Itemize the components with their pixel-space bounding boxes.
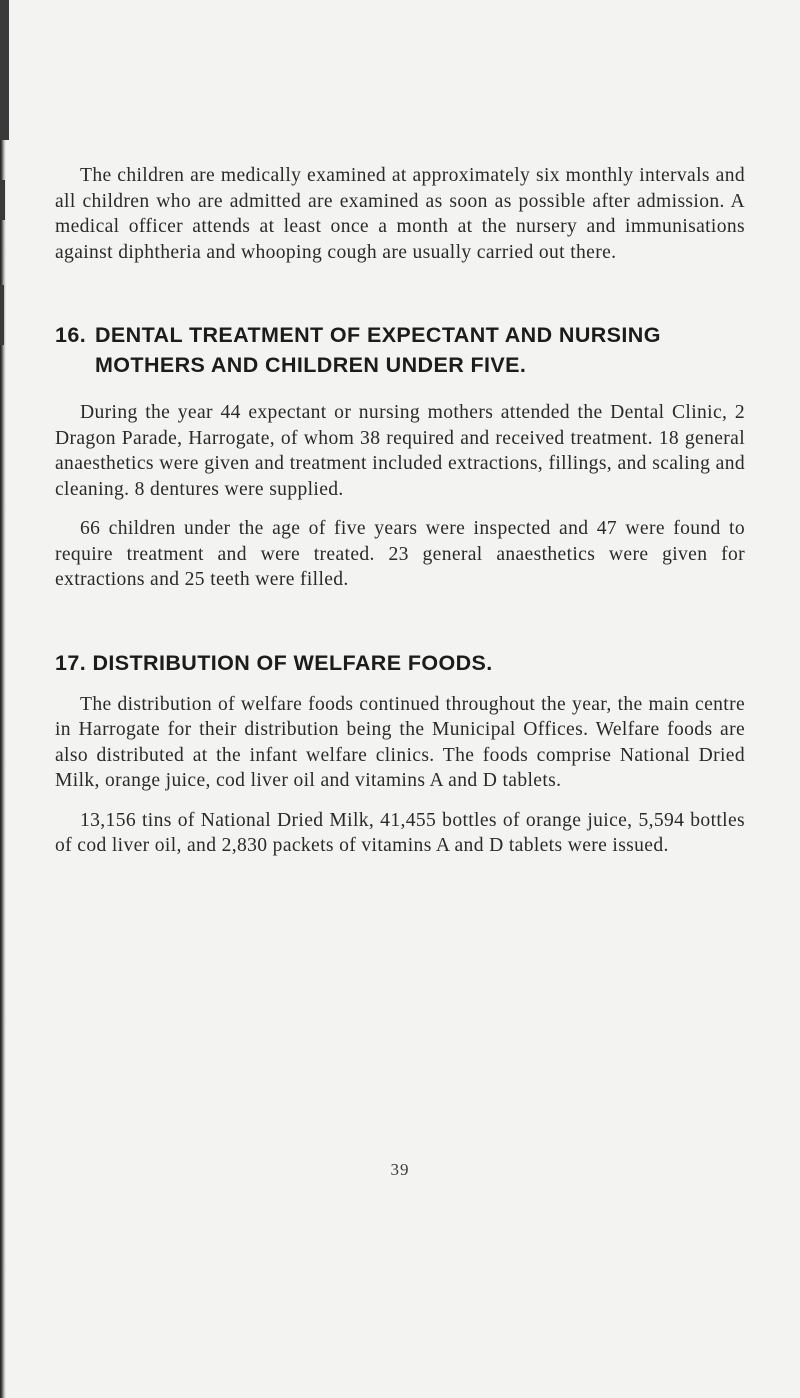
section-16-heading	[55, 320, 745, 380]
section-16-paragraph: During the year 44 expectant or nursing mothers attended the Dental Clinic, 2 Dragon Parade, Harrogate, of whom 38 required and received treatment. 18 general anaesthetics were given and treatment included extractions, fillings, and scaling and cleaning. 8 dentures were supplied.	[55, 402, 745, 500]
binding-mark	[0, 0, 9, 140]
section-17-paragraph: The distribution of welfare foods continued throughout the year, the main centre in Harrogate for their distribution being the Municipal Offices. Welfare foods are also distributed at the infant welfare clinics. The foods comprise National Dried Milk, orange juice, cod liver oil and vitamins A and D tablets.	[55, 693, 745, 791]
section-16-title: DENTAL TREATMENT OF EXPECTANT AND NURSING MOTHERS AND CHILDREN UNDER FIVE.	[95, 323, 661, 377]
section-17-paragraph: 13,156 tins of National Dried Milk, 41,455 bottles of orange juice, 5,594 bottles of cod liver oil, and 2,830 packets of vitamins A and D tablets were issued.	[55, 809, 745, 856]
section-16-number: 16.	[55, 323, 87, 347]
section-17-heading: 17. DISTRIBUTION OF WELFARE FOODS.	[55, 650, 493, 675]
document-page	[55, 130, 745, 859]
intro-paragraph: The children are medically examined at approximately six monthly intervals and all children who are admitted are examined as soon as possible after admission. A medical officer attends at least once a month at the nursery and immunisations against diphtheria and whooping cough are usually carried out there.	[55, 165, 745, 263]
section-16-paragraph: 66 children under the age of five years were inspected and 47 were found to require treatment and were treated. 23 general anaesthetics were given for extractions and 25 teeth were filled.	[55, 518, 745, 590]
binding-mark	[0, 285, 4, 345]
page-number: 39	[390, 1160, 410, 1179]
binding-mark	[0, 180, 5, 220]
